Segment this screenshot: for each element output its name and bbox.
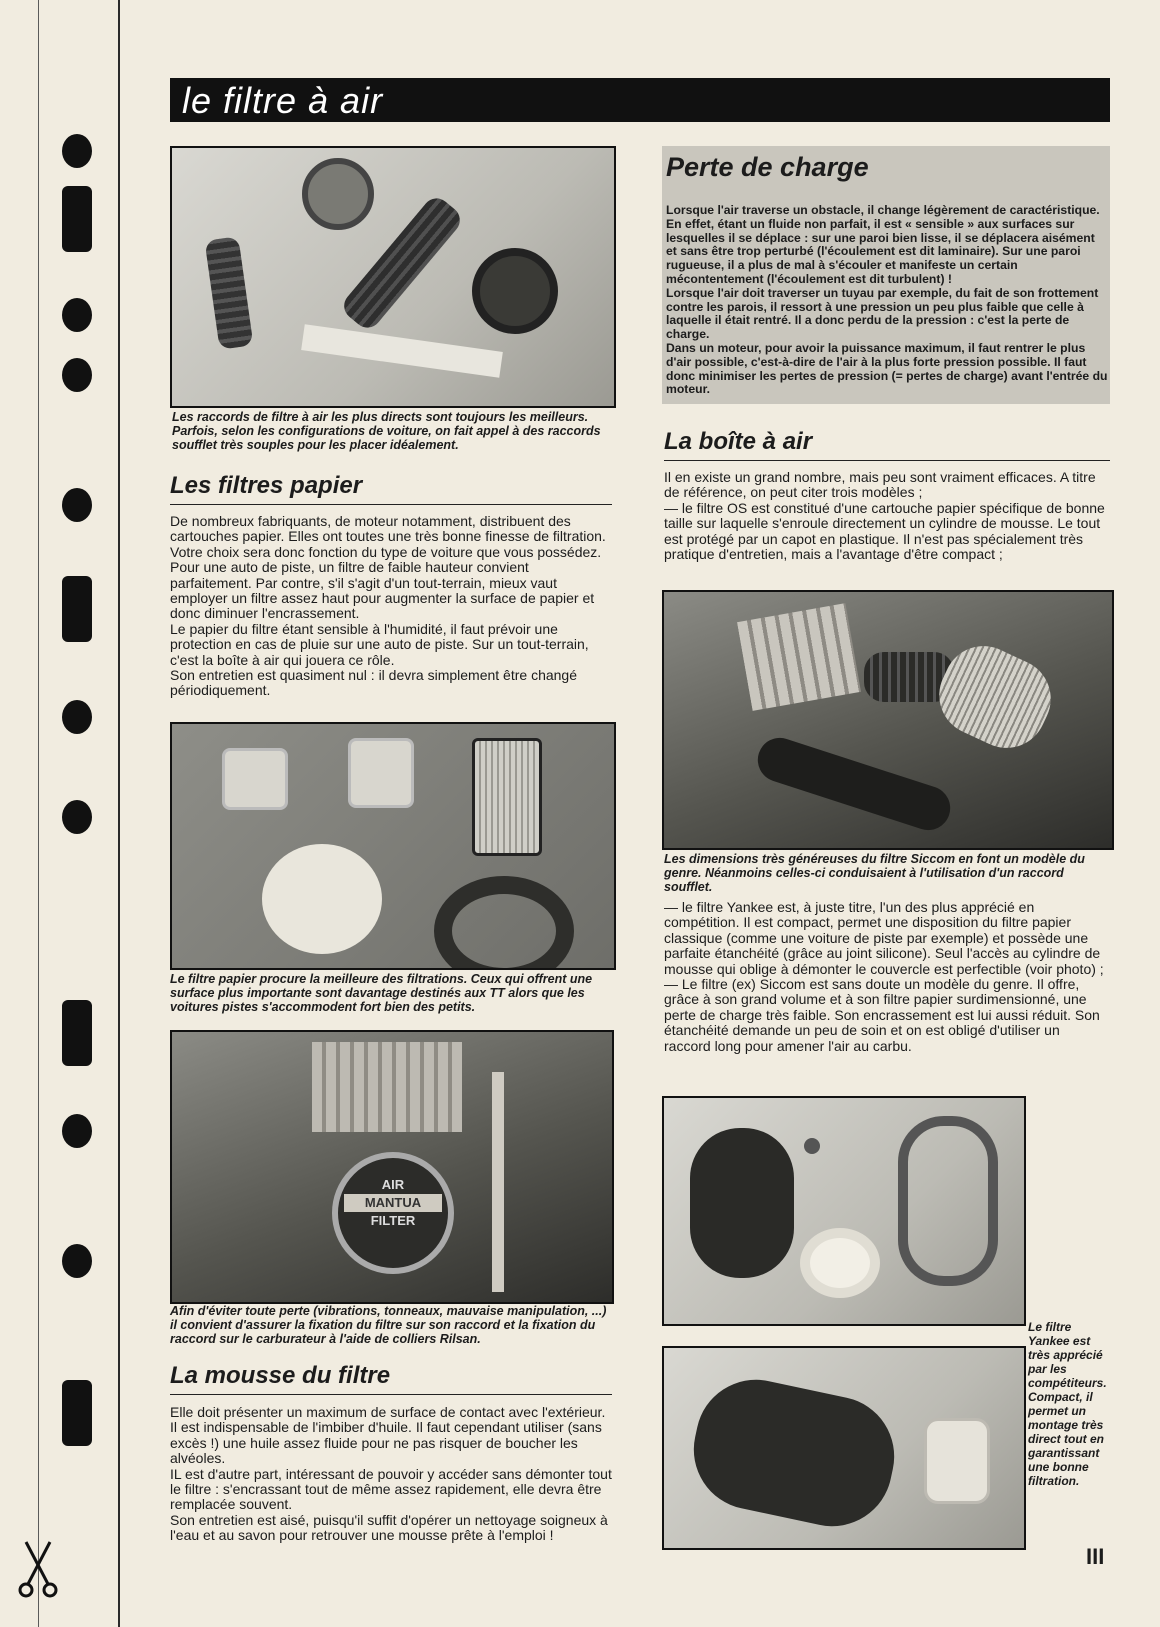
exhaust-pipe (752, 732, 956, 836)
engine-head (737, 603, 861, 711)
photo-siccom-filter (662, 590, 1114, 850)
scissors-icon (18, 1540, 58, 1600)
photo-paper-filters (170, 722, 616, 970)
paragraph: Lorsque l'air traverse un obstacle, il change légèrement de caractéristique. En effet, étant un fluide non parfait, il est « sensible » aux surfaces sur lesquelles il se déplace : sur une paroi bien lisse, il se déplacera aisément et sans être trop perturbé (l'écoulement est dit laminaire). Sur une paroi rugueuse, il a plus de mal à s'écouler et manifeste un certain mécontentement (l'écoulement est dit turbulent) ! (666, 203, 1100, 286)
fitting-bowl (302, 158, 374, 230)
text-mousse (170, 1405, 612, 1544)
paragraph: Elle doit présenter un maximum de surface de contact avec l'extérieur. Il est indispensable de l'imbiber d'huile. Il faut cependant utiliser (sans excès !) une huile assez fluide pour ne pas risquer de boucher les alvéoles. (170, 1404, 606, 1467)
mantua-filter-cap (332, 1152, 454, 1274)
paragraph: Son entretien est aisé, puisqu'il suffit d'opérer un nettoyage soigneux à l'eau et au savon pour retrouver une mousse prête à l'emploi ! (170, 1511, 608, 1544)
tall-paper-filter (472, 738, 542, 856)
paragraph: — Le filtre (ex) Siccom est sans doute un modèle du genre. Il offre, grâce à son grand volume et à son filtre papier surdimensionné, une perte de charge très faible. Son encrassement est lui aussi réduit. Son étanchéité demande un peu de soin et on est obligé d'utiliser un raccord long pour amener l'air au carbu. (664, 976, 1100, 1054)
binder-slot (62, 186, 92, 252)
binder-margin-line (118, 0, 120, 1627)
caption-fittings: Les raccords de filtre à air les plus directs sont toujours les meilleurs. Parfois, selon les configurations de voiture, on fait appel à des raccords soufflet très souples pour les placer idéalement. (172, 410, 601, 452)
page-title: le filtre à air (182, 80, 384, 121)
binder-hole (62, 358, 92, 392)
caption-paper-filters: Le filtre papier procure la meilleure des filtrations. Ceux qui offrent une surface plus importante sont davantage destinés aux TT alors que les voitures pistes s'accommodent fort bien des petits. (170, 972, 593, 1014)
filter-label-bottom: FILTER (370, 1213, 416, 1228)
photo-mantua-filter (170, 1030, 614, 1304)
paragraph: Le papier du filtre étant sensible à l'humidité, il faut prévoir une protection en cas de pluie sur une auto de piste. Sur un tout-terrain, c'est la boîte à air qui jouera ce rôle. (170, 620, 589, 668)
foam-ring (434, 876, 574, 970)
page-title-banner (170, 78, 1110, 122)
photo-yankee-assembled (662, 1346, 1026, 1550)
binder-hole (62, 134, 92, 168)
foam-disc (262, 844, 382, 954)
photo-yankee-parts (662, 1096, 1026, 1326)
photo-filter-fittings (170, 146, 616, 408)
text-boite-a-air-suite (664, 900, 1110, 1054)
binder-hole (62, 1244, 92, 1278)
text-filtres-papier (170, 514, 612, 699)
paragraph: Il en existe un grand nombre, mais peu sont vraiment efficaces. A titre de référence, on peut citer trois modèles ; (664, 469, 1096, 501)
binder-slot (62, 1000, 92, 1066)
antenna-tube (492, 1072, 504, 1292)
filter-label-mid: MANTUA (344, 1194, 442, 1212)
siccom-filter (926, 633, 1064, 761)
small-paper-filter (348, 738, 414, 808)
foam-cylinder (924, 1418, 990, 1504)
binder-guide-line (38, 0, 39, 1627)
engine-head (312, 1042, 462, 1132)
paragraph: Son entretien est quasiment nul : il devra simplement être changé périodiquement. (170, 667, 578, 699)
yankee-cover (690, 1128, 794, 1278)
yankee-body (898, 1116, 998, 1286)
heading-boite-a-air: La boîte à air (664, 428, 1110, 461)
page-number: III (1086, 1544, 1105, 1569)
text-perte-de-charge (666, 204, 1108, 397)
binder-hole (62, 298, 92, 332)
foam-cylinder (800, 1228, 880, 1298)
yankee-airbox (683, 1369, 906, 1538)
binder-slot (62, 576, 92, 642)
binder-hole (62, 488, 92, 522)
binder-slot (62, 1380, 92, 1446)
bellows-fitting (205, 236, 254, 350)
binder-hole (62, 800, 92, 834)
rubber-ring (472, 248, 558, 334)
filter-label-top: AIR (381, 1177, 405, 1192)
heading-perte-de-charge: Perte de charge (666, 152, 869, 182)
caption-siccom: Les dimensions très généreuses du filtre Siccom en font un modèle du genre. Néanmoins celles-ci conduisaient à l'utilisation d'un raccord soufflet. (664, 852, 1085, 894)
heading-filtres-papier: Les filtres papier (170, 472, 612, 505)
straight-tube (301, 324, 503, 378)
paragraph: Dans un moteur, pour avoir la puissance maximum, il faut rentrer le plus d'air possible, c'est-à-dire de l'air à la plus forte pression possible. Il faut donc minimiser les pertes de pression (= pertes de charge) avant l'entrée du moteur. (666, 340, 1108, 397)
binder-hole (62, 700, 92, 734)
caption-yankee: Le filtre Yankee est très apprécié par les compétiteurs. Compact, il permet un montage très direct tout en garantissant une bonne filtration. (1028, 1320, 1107, 1488)
binder-hole (62, 1114, 92, 1148)
text-boite-a-air (664, 470, 1110, 562)
paragraph: IL est d'autre part, intéressant de pouvoir y accéder sans démonter tout le filtre : s'encrassant tout de même assez rapidement, elle devra être remplacée souvent. (170, 1465, 612, 1513)
perte-de-charge-box (662, 146, 1110, 404)
caption-mantua: Afin d'éviter toute perte (vibrations, tonneaux, mauvaise manipulation, ...) il convient d'assurer la fixation du filtre sur son raccord et la fixation du raccord sur le carburateur à l'aide de colliers Rilsan. (170, 1304, 607, 1346)
heading-mousse: La mousse du filtre (170, 1362, 612, 1395)
screw (804, 1138, 820, 1154)
paragraph: Lorsque l'air doit traverser un tuyau par exemple, du fait de son frottement contre les parois, il ressort à une pression un peu plus faible que celle à laquelle il était rentré. Il a donc perdu de la pression : c'est la perte de charge. (666, 285, 1099, 342)
small-paper-filter (222, 748, 288, 810)
paragraph: De nombreux fabriquants, de moteur notamment, distribuent des cartouches papier. Elles ont toutes une très bonne finesse de filtration. Votre choix sera donc fonction du type de voiture que vous possédez. Pour une auto de piste, un filtre de faible hauteur convient parfaitement. Par contre, s'il s'agit d'un tout-terrain, mieux vaut employer un filtre assez haut pour augmenter la surface de papier et donc diminuer l'encrassement. (170, 513, 606, 622)
paragraph: — le filtre OS est constitué d'une cartouche papier spécifique de bonne taille sur laquelle s'enroule directement un cylindre de mousse. Le tout est protégé par un capot en plastique. Il n'est pas spécialement très pratique d'entretien, mais a l'avantage d'être compact ; (664, 499, 1105, 563)
paragraph: — le filtre Yankee est, à juste titre, l'un des plus apprécié en compétition. Il est compact, permet une disposition du filtre papier classique (comme une voiture de piste par exemple) et possède une parfaite étanchéité (grâce au joint silicone). Seul l'accès au cylindre de mousse qui oblige à démonter le couvercle est perfectible (voir photo) ; (664, 899, 1104, 977)
